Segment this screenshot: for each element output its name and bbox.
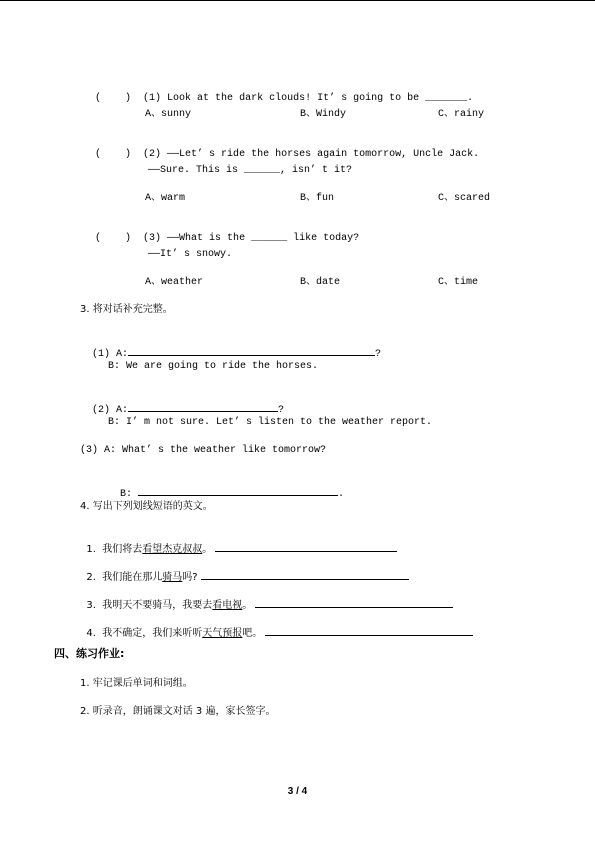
answer-blank[interactable] (255, 597, 453, 608)
answer-blank[interactable] (215, 541, 397, 552)
dialog1-b: B: We are going to ride the horses. (108, 361, 319, 372)
answer-blank[interactable] (128, 345, 375, 356)
option-a: A、warm (145, 193, 186, 204)
dialog3-a: (3) A: What’ s the weather like tomorrow? (80, 445, 327, 456)
homework-item-2: 2. 听录音，朗诵课文对话 3 遍，家长签字。 (80, 706, 276, 717)
homework-item-1: 1. 牢记课后单词和词组。 (80, 678, 193, 689)
q3-title: 3. 将对话补充完整。 (80, 304, 173, 315)
option-c: C、scared (438, 193, 491, 204)
option-c: C、rainy (438, 109, 485, 120)
page-number: 3 / 4 (287, 786, 308, 797)
section-4-title: 四、练习作业: (54, 647, 125, 660)
answer-blank[interactable] (201, 569, 409, 580)
dialog1-a: (1) A: ? (80, 333, 381, 361)
question-text: (2) ——Let’ s ride the horses again tomorrow, Uncle Jack. (143, 149, 480, 160)
option-b: B、date (300, 277, 341, 288)
underlined-phrase: 天气预报 (202, 628, 243, 639)
answer-paren: ( ) (95, 149, 132, 160)
answer-blank[interactable] (265, 625, 473, 636)
q2-item1 (83, 81, 473, 105)
q4-sentence-4: 4. 我不确定，我们来听听天气预报吧。 (80, 613, 473, 640)
q2-item3 (83, 221, 359, 245)
dialog2-a: (2) A: ? (80, 389, 284, 417)
q4-title: 4. 写出下列划线短语的英文。 (80, 501, 213, 512)
dialog3-b: B: . (108, 473, 344, 501)
answer-paren: ( ) (95, 93, 132, 104)
question-text-2: ——Sure. This is ______, isn’ t it? (148, 165, 353, 176)
option-c: C、time (438, 277, 479, 288)
dialog2-b: B: I’ m not sure. Let’ s listen to the weather report. (108, 417, 433, 428)
q2-item2 (83, 137, 479, 161)
option-a: A、sunny (145, 109, 192, 120)
option-b: B、Windy (300, 109, 347, 120)
option-a: A、weather (145, 277, 204, 288)
q4-sentence-3: 3. 我明天不要骑马，我要去看电视。 (80, 585, 453, 612)
question-text: (3) ——What is the ______ like today? (143, 233, 360, 244)
question-text-2: ——It’ s snowy. (148, 249, 233, 260)
answer-paren: ( ) (95, 233, 132, 244)
q4-sentence-2: 2. 我们能在那儿骑马吗? (80, 557, 409, 584)
underlined-phrase: 骑马 (162, 572, 183, 583)
underlined-phrase: 看电视 (212, 600, 243, 611)
underlined-phrase: 看望杰克叔叔 (142, 544, 203, 555)
answer-blank[interactable] (138, 485, 338, 496)
question-text: (1) Look at the dark clouds! It’ s going to be _______. (143, 93, 474, 104)
top-border (0, 0, 595, 1)
q4-sentence-1: 1. 我们将去看望杰克叔叔。 (80, 529, 397, 556)
option-b: B、fun (300, 193, 335, 204)
answer-blank[interactable] (128, 401, 278, 412)
